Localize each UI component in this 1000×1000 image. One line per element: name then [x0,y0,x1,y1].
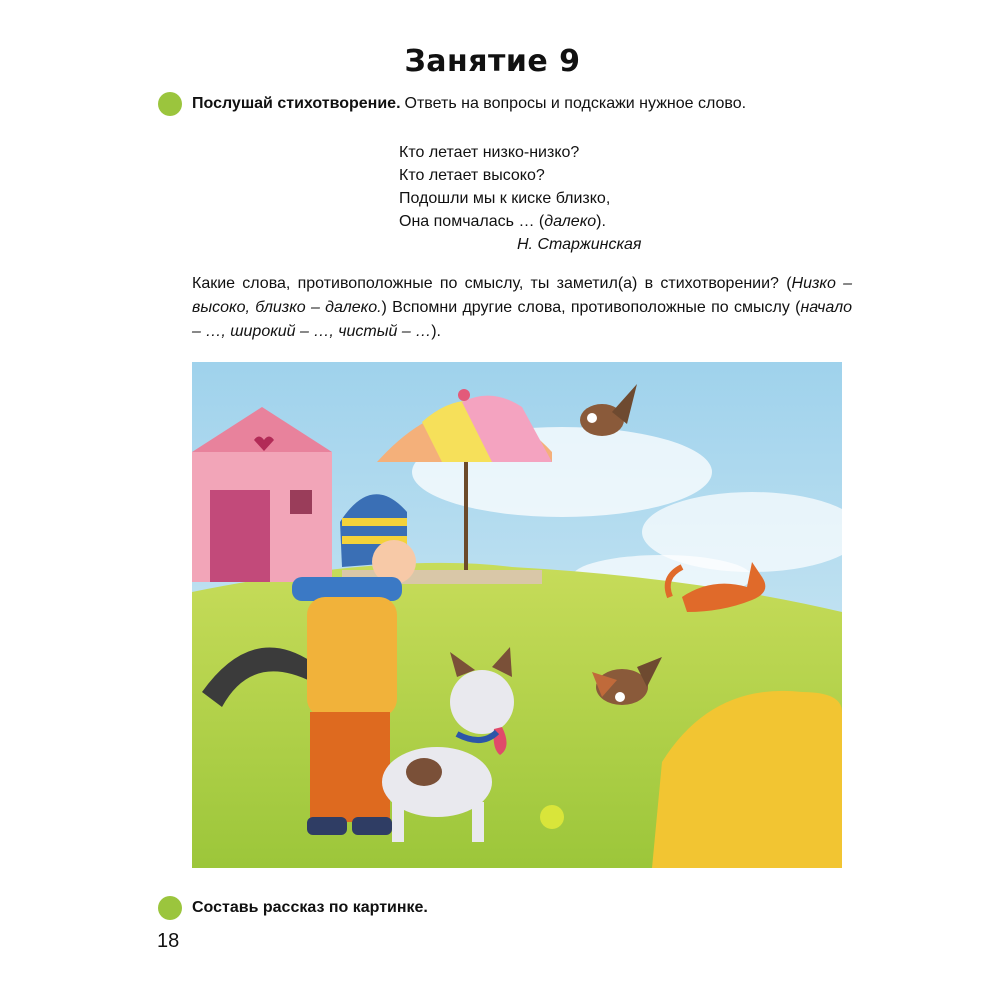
story-illustration [192,362,842,868]
paragraph-italic-1: Низко – высоко, близко – далеко. [192,275,853,316]
question-paragraph [192,272,852,344]
paragraph-italic-2: начало – …, широкий – …, чистый – … [192,299,852,340]
task-1-label: Послушай стихотворение. [192,95,401,112]
poem-line-4-suffix: ). [596,213,606,230]
task-2-label: Составь рассказ по картинке. [192,899,428,916]
ball [540,805,564,829]
page-number: 18 [157,930,180,952]
task-1 [158,92,746,116]
task-2 [158,896,432,920]
poem-line-1: Кто летает низко-низко? [399,144,580,161]
task-1-text: Ответь на вопросы и подскажи нужное слово. [404,95,747,112]
green-bullet-icon [158,896,182,920]
green-bullet-icon [158,92,182,116]
poem-author: Н. Старжинская [517,236,642,253]
paragraph-part-1: Какие слова, противоположные по смыслу, ты заметил(а) в стихотворении? ( [192,275,792,292]
poem-line-4-word: далеко [544,213,597,230]
poem-line-4-prefix: Она помчалась … ( [399,213,545,230]
poem-line-2: Кто летает высоко? [399,167,545,184]
illustration-svg [192,362,842,868]
poem-line-3: Подошли мы к киске близко, [399,190,611,207]
paragraph-part-3: ) Вспомни другие слова, противоположные по смыслу ( [381,299,801,316]
poem [399,141,641,256]
page-title: Занятие 9 [404,44,581,79]
paragraph-part-5: ). [431,323,441,340]
poem-line-4 [399,210,641,233]
